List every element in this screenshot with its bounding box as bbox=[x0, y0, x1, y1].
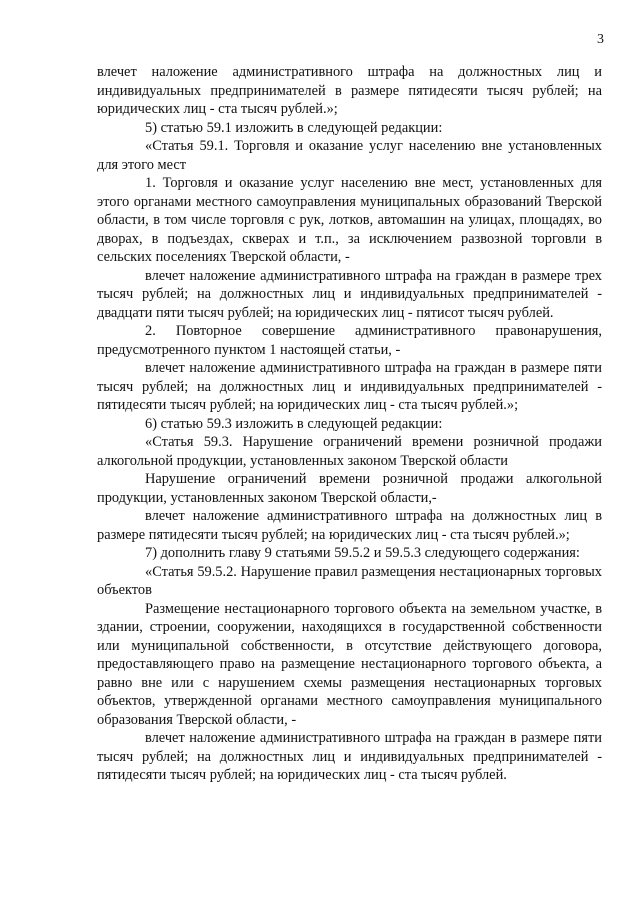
paragraph: Нарушение ограничений времени розничной продажи алкогольной продукции, установленных законом Тверской области,- bbox=[97, 471, 602, 506]
paragraph: «Статья 59.1. Торговля и оказание услуг населению вне установленных для этого мест bbox=[97, 138, 602, 173]
page-number: 3 bbox=[597, 32, 604, 47]
paragraph: «Статья 59.3. Нарушение ограничений времени розничной продажи алкогольной продукции, установленных законом Тверской области bbox=[97, 434, 602, 469]
paragraph: Размещение нестационарного торгового объекта на земельном участке, в здании, строении, сооружении, находящихся в государственной собственности или муниципальной собственности, в отсутствие действующего договора, предоставляющего право на размещение нестационарного торгового объекта, а равно вне или с нарушением схемы размещения нестационарных торговых объектов, утвержденной органами местного самоуправления муниципального образования Тверской области, - bbox=[97, 600, 602, 728]
document-body bbox=[97, 63, 602, 785]
paragraph: 2. Повторное совершение административного правонарушения, предусмотренного пунктом 1 настоящей статьи, - bbox=[97, 323, 602, 358]
paragraph: 5) статью 59.1 изложить в следующей редакции: bbox=[145, 119, 443, 136]
paragraph: 1. Торговля и оказание услуг населению вне мест, установленных для этого органами местного самоуправления муниципальных образований Тверской области, в том числе торговля с рук, лотков, автомашин на улицах, площадях, во дворах, в подъездах, скверах и т.п., за исключением развозной торговли в сельских поселениях Тверской области, - bbox=[97, 175, 602, 265]
paragraph: влечет наложение административного штрафа на граждан в размере пяти тысяч рублей; на должностных лиц и индивидуальных предпринимателей - пятидесяти тысяч рублей; на юридических лиц - ста тысяч рублей.»; bbox=[97, 360, 602, 413]
paragraph: влечет наложение административного штрафа на должностных лиц и индивидуальных предпринимателей в размере пятидесяти тысяч рублей; на юридических лиц - ста тысяч рублей.»; bbox=[97, 64, 602, 117]
paragraph: влечет наложение административного штрафа на граждан в размере трех тысяч рублей; на должностных лиц и индивидуальных предпринимателей - двадцати пяти тысяч рублей; на юридических лиц - пятисот тысяч рублей. bbox=[97, 267, 602, 321]
paragraph: влечет наложение административного штрафа на должностных лиц в размере пятидесяти тысяч рублей; на юридических лиц - ста тысяч рублей.»; bbox=[97, 508, 602, 543]
paragraph: 7) дополнить главу 9 статьями 59.5.2 и 59.5.3 следующего содержания: bbox=[145, 545, 580, 561]
paragraph: «Статья 59.5.2. Нарушение правил размещения нестационарных торговых объектов bbox=[97, 563, 602, 598]
paragraph: влечет наложение административного штрафа на граждан в размере пяти тысяч рублей; на должностных лиц и индивидуальных предпринимателей - пятидесяти тысяч рублей; на юридических лиц - ста тысяч рублей. bbox=[97, 730, 602, 783]
paragraph: 6) статью 59.3 изложить в следующей редакции: bbox=[145, 415, 443, 432]
